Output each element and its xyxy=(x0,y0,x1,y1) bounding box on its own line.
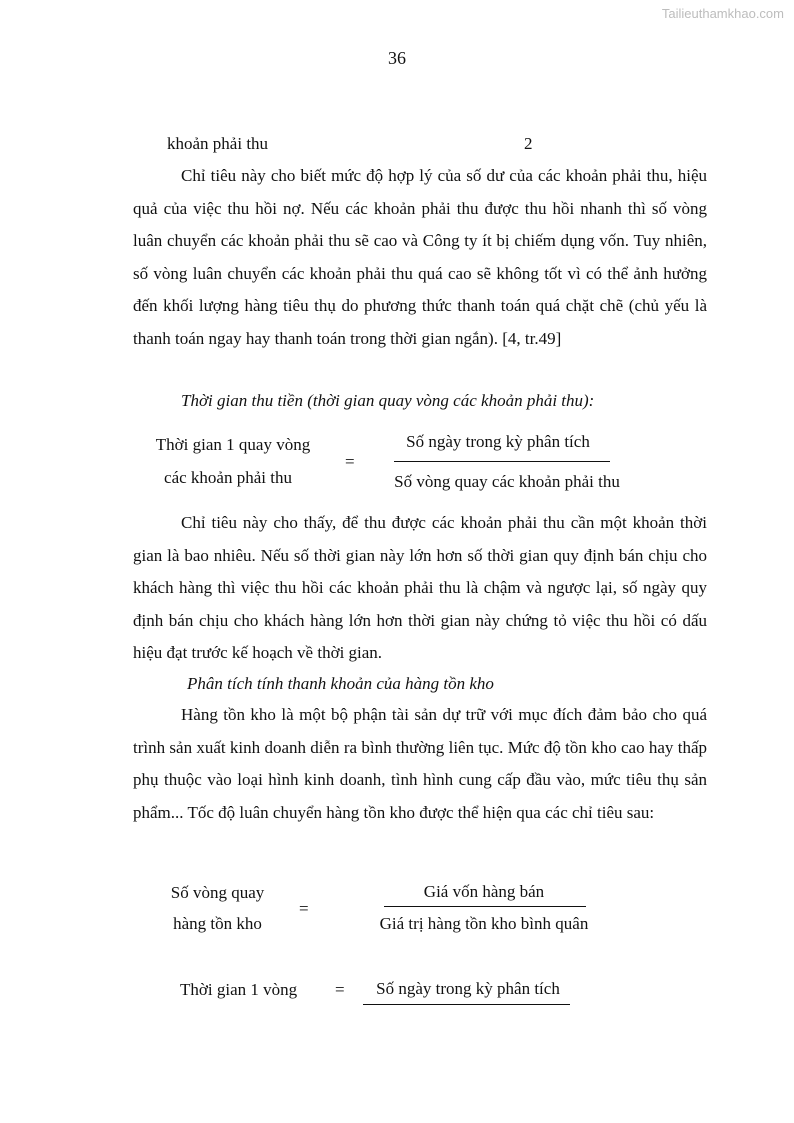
formula3-numerator: Số ngày trong kỳ phân tích xyxy=(376,979,560,998)
paragraph-collection-period: Chỉ tiêu này cho thấy, để thu được các khoản phải thu cần một khoản thời gian là bao nhiêu. Nếu số thời gian này lớn hơn số thời gian quy định bán chịu cho khách hàng thì việc thu hồi các khoản phải thu là chậm và ngược lại, số ngày quy định bán chịu cho khách hàng lớn hơn thời gian này chứng tỏ việc thu hồi có dấu hiệu đạt trước kế hoạch về thời gian. xyxy=(133,513,707,662)
paragraph-inventory: Hàng tồn kho là một bộ phận tài sản dự trữ với mục đích đảm bảo cho quá trình sản xuất kinh doanh diễn ra bình thường liên tục. Mức độ tồn kho cao hay thấp phụ thuộc vào loại hình kinh doanh, tình hình cung cấp đầu vào, mức tiêu thụ sản phẩm... Tốc độ luân chuyển hàng tồn kho được thể hiện qua các chỉ tiêu sau: xyxy=(133,705,707,822)
formula2-equals: = xyxy=(299,899,309,918)
formula3-equals: = xyxy=(335,980,345,999)
formula1-fraction-line xyxy=(394,461,610,462)
formula1-lhs-line1: Thời gian 1 quay vòng xyxy=(155,435,311,454)
formula3-fraction-line xyxy=(363,1004,570,1005)
paragraph-receivables: Chỉ tiêu này cho biết mức độ hợp lý của số dư của các khoản phải thu, hiệu quả của việc thu hồi nợ. Nếu các khoản phải thu được thu hồi nhanh thì số vòng luân chuyển các khoản phải thu sẽ cao và Công ty ít bị chiếm dụng vốn. Tuy nhiên, số vòng luân chuyển các khoản phải thu quá cao sẽ không tốt vì có thể ảnh hưởng đến khối lượng hàng tiêu thụ do phương thức thanh toán quá chặt chẽ (chủ yếu là thanh toán ngay hay thanh toán trong thời gian ngắn). [4, tr.49] xyxy=(133,166,707,348)
formula1-numerator: Số ngày trong kỳ phân tích xyxy=(406,432,590,451)
heading-inventory-liquidity: Phân tích tính thanh khoản của hàng tồn kho xyxy=(187,674,494,693)
formula2-lhs-line1: Số vòng quay xyxy=(170,883,265,902)
heading-collection-period: Thời gian thu tiền (thời gian quay vòng các khoản phải thu): xyxy=(181,391,595,410)
page-number: 36 xyxy=(388,48,406,68)
formula1-equals: = xyxy=(345,452,355,471)
formula2-numerator: Giá vốn hàng bán xyxy=(423,882,545,901)
watermark: Tailieuthamkhao.com xyxy=(661,6,784,21)
formula1-denominator: Số vòng quay các khoản phải thu xyxy=(394,472,620,491)
formula2-fraction-line xyxy=(384,906,586,907)
formula3-lhs: Thời gian 1 vòng xyxy=(180,980,298,999)
formula1-lhs-line2: các khoản phải thu xyxy=(164,468,292,487)
formula2-denominator: Giá trị hàng tồn kho bình quân xyxy=(379,914,589,933)
top-row-left: khoản phải thu xyxy=(167,134,269,153)
formula2-lhs-line2: hàng tồn kho xyxy=(173,914,262,933)
top-row-right: 2 xyxy=(524,134,533,153)
